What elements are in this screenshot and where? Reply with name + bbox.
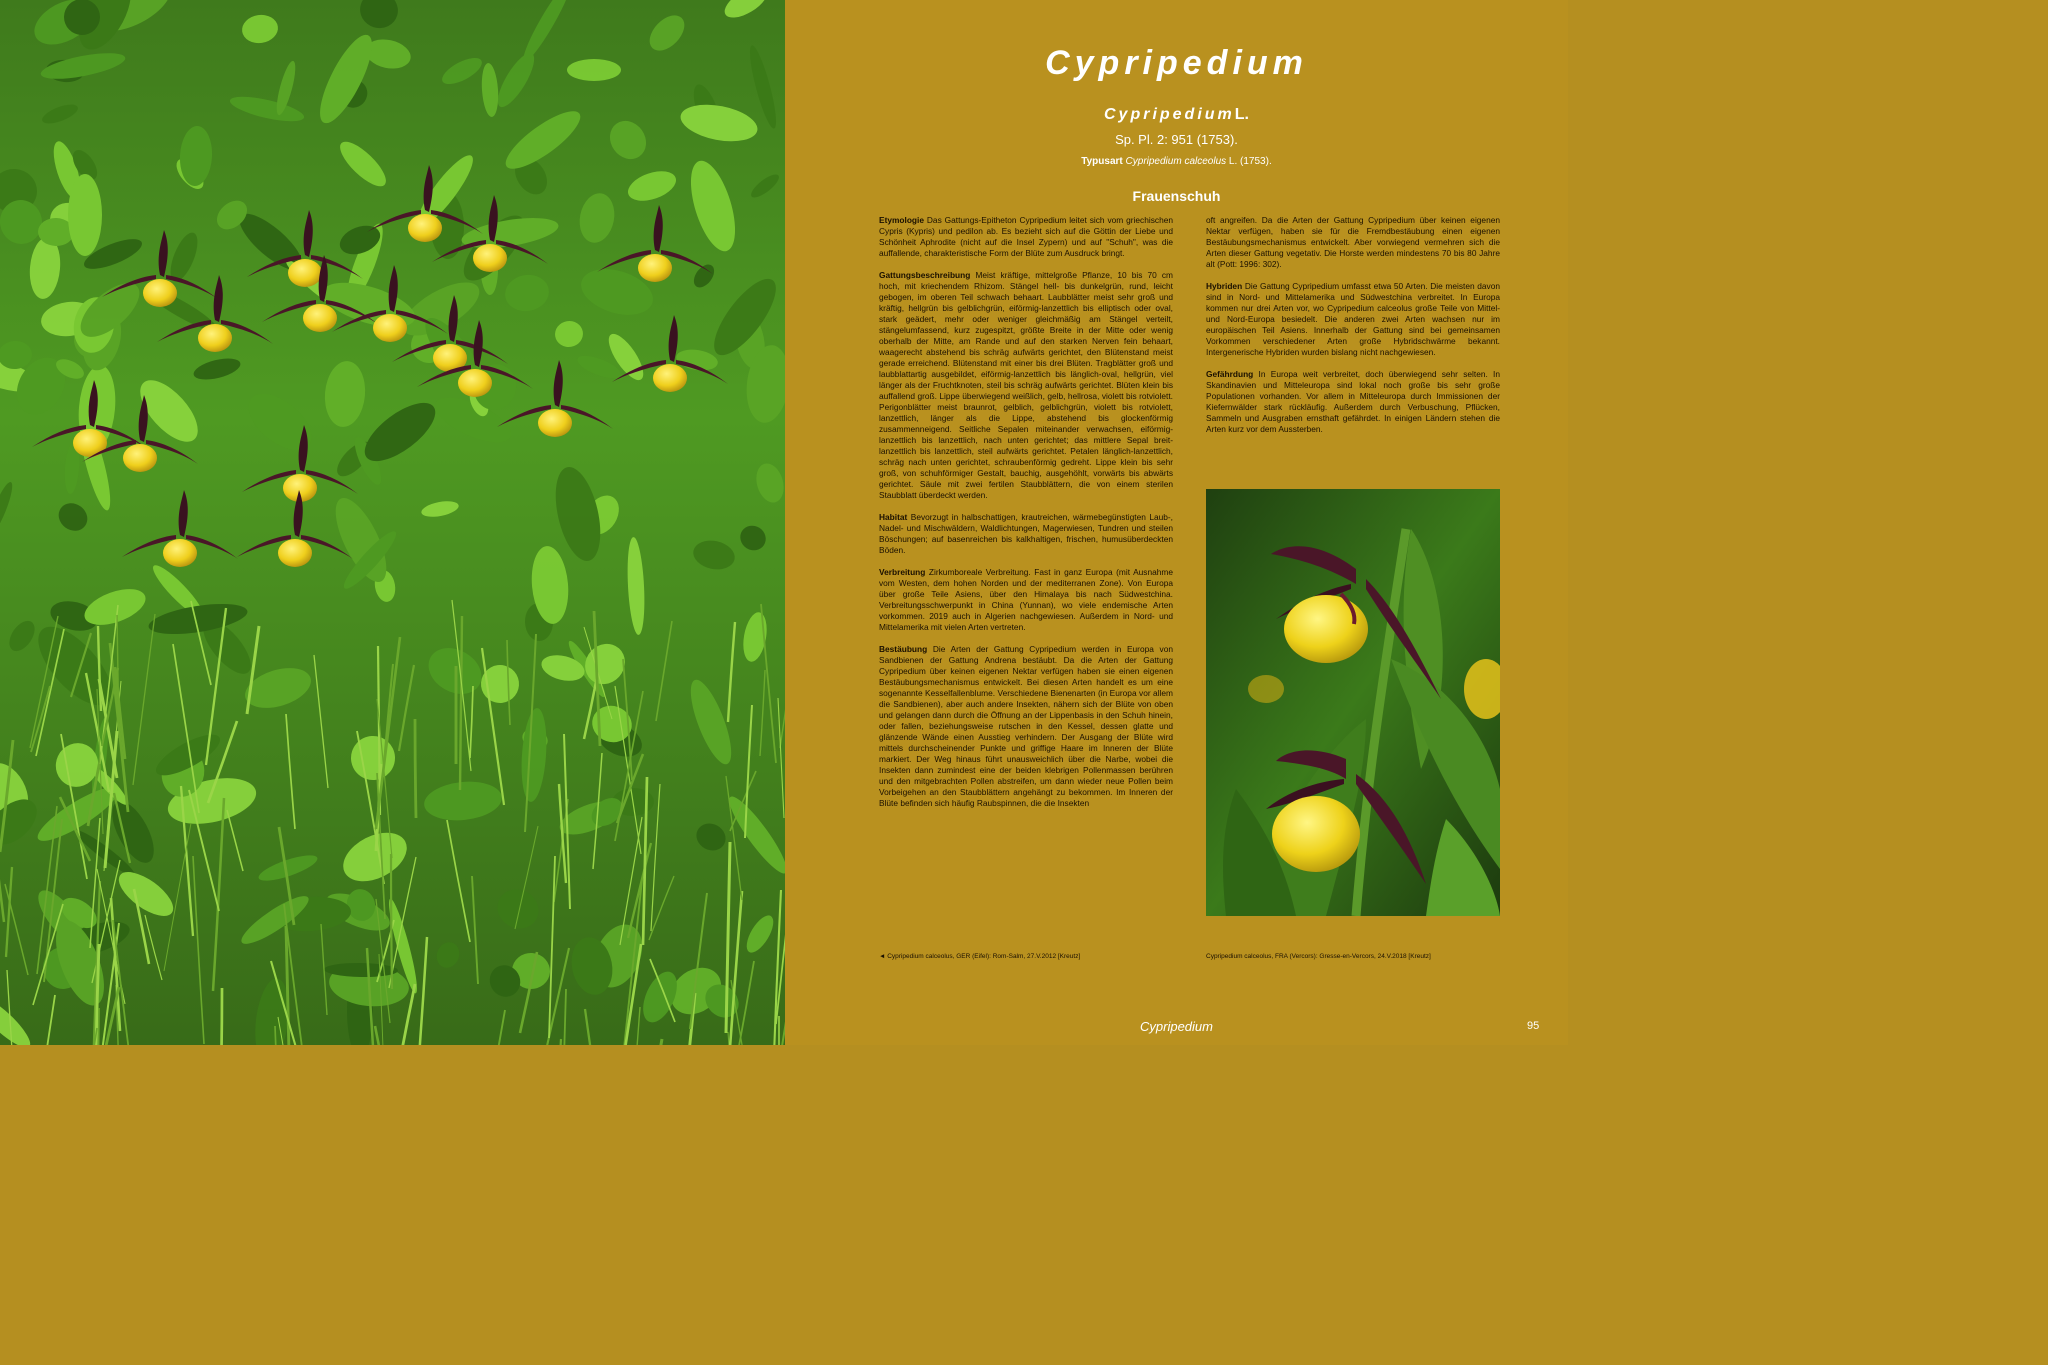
paragraph-bestaeubung xyxy=(879,644,1173,809)
grass-blade-shape xyxy=(98,1008,99,1045)
paragraph-hybriden xyxy=(1206,281,1500,358)
orchid-lip-shape xyxy=(1284,595,1368,663)
leaf-shape xyxy=(68,174,102,256)
grass-blade-shape xyxy=(221,988,222,1045)
paragraph-label: Verbreitung xyxy=(879,567,926,577)
orchid-meadow-illustration xyxy=(0,0,785,1045)
paragraph-text: Das Gattungs-Epitheton Cypripedium leitet sich vom griechischen Cypris (Kypris) und pedilon ab. Es bezieht sich auf die Göttin der Liebe und Schönheit Aphrodite (nicht auf die Insel Zypern) und auf "Schuh", was die auffallende, charakteristische Form der Blüte zum Ausdruck bringt. xyxy=(879,215,1173,258)
typus-rest: L. (1753). xyxy=(1228,156,1272,167)
type-species-line xyxy=(785,156,1568,167)
paragraph-gefaehrdung xyxy=(1206,369,1500,435)
paragraph-text: Bevorzugt in halbschattigen, krautreichen, wärmebegünstigten Laub-, Nadel- und Mischwäldern, Waldlichtungen, Magerwiesen, Tundren und steilen Böschungen; auf basenreichen bis kalkhaltigen, frischen, humusüberdeckten Böden. xyxy=(879,512,1173,555)
typus-label: Typusart xyxy=(1081,156,1123,167)
paragraph-habitat xyxy=(879,512,1173,556)
typus-species: Cypripedium calceolus xyxy=(1125,156,1227,167)
paragraph-label: Etymologie xyxy=(879,215,924,225)
paragraph-verbreitung xyxy=(879,567,1173,633)
paragraph-label: Hybriden xyxy=(1206,281,1243,291)
paragraph-text: Die Gattung Cypripedium umfasst etwa 50 Arten. Die meisten davon sind in Nord- und Mittelamerika und Südwestchina verbreitet. In Europa kommen nur drei Arten vor, wo Cypripedium calceolus große Teile von Mittel- und Nord-Europa besiedelt. Die anderen zwei Arten wachsen nur im europäischen Teil Asiens. Innerhalb der Gattung sind bei gemeinsamen Vorkommen verschiedener Arten große Hybridschwärme bekannt. Intergenerische Hybriden wurden bislang nicht nachgewiesen. xyxy=(1206,281,1500,357)
subtitle-genus: Cypripedium xyxy=(1103,106,1235,123)
leaf-shape xyxy=(567,59,621,81)
text-page xyxy=(785,0,1568,1045)
orchid-lip-shape xyxy=(1272,796,1360,872)
paragraph-etymologie xyxy=(879,215,1173,259)
orchid-closeup-illustration xyxy=(1206,489,1500,916)
genus-subtitle xyxy=(785,106,1568,124)
paragraph-label: Habitat xyxy=(879,512,908,522)
common-name-heading: Frauenschuh xyxy=(1132,188,1221,204)
paragraph-text: Die Arten der Gattung Cypripedium werden in Europa von Sandbienen der Gattung Andrena bestäubt. Da die Arten der Gattung Cypripedium über keinen eigenen Nektar verfügen haben sie einen eigenen Bestäubungsmechanismus entwickelt. Bei diesen Arten handelt es um eine sogenannte Kesselfallenblume. Verschiedene Bienenarten (in Europa vor allem die Sandbienen), aber auch andere Insekten, nähern sich der Blüte von oben und gelangen dann durch die Öffnung an der Lippenbasis in den Schuh hinein, oder fallen, beziehungsweise rutschen in den Kessel, dessen glatte und glänzende Wände einen Ausstieg verhindern. Der Ausgang der Blüte wird mittels durchscheinender Punkte und griffige Haare im Inneren der Blüte markiert. Der Weg hinaus führt unausweichlich über die Narbe, wobei die Insekten dann zumindest eine der beiden klebrigen Pollenmassen berühren und den mitgebrachten Pollen abstreifen, um dann wieder neue Pollen beim Vorbeigehen an den Staubblättern angehängt zu bekommen. Im Inneren der Blüte befinden sich häufig Raubspinnen, die die Insekten xyxy=(879,644,1173,808)
species-plantarum-reference: Sp. Pl. 2: 951 (1753). xyxy=(1115,132,1238,147)
paragraph-text: In Europa weit verbreitet, doch überwiegend sehr selten. In Skandinavien und Mitteleuropa sind lokal noch große bis sehr große Populationen vorhanden. Vor allem in Mitteleuropa durch Immissionen der Kiefernwälder stark rückläufig. Außerdem durch Verbuschung, Pflücken, Sammeln und Ausgraben ernsthaft gefährdet. In einigen Ländern stehen die Arten kurz vor dem Aussterben. xyxy=(1206,369,1500,434)
caption-right-photo: Cypripedium calceolus, FRA (Vercors): Gresse-en-Vercors, 24.V.2018 [Kreutz] xyxy=(1206,953,1431,960)
paragraph-text: Meist kräftige, mittelgroße Pflanze, 10 bis 70 cm hoch, mit kriechendem Rhizom. Stängel hell- bis dunkelgrün, rund, leicht gebogen, im oberen Teil schwach behaart. Laubblätter meist sehr groß und kräftig, hellgrün bis gelblichgrün, eiförmig-lanzettlich bis elliptisch oder oval, stark geädert, mehr oder weniger gleichmäßig am Stängel verteilt, stängelumfassend, kurz zugespitzt, größte Breite in der Mitte oder wenig oberhalb der Mitte, am Rande und auf den starken Nerven fein behaart, waagerecht abstehend bis schräg aufwärts gerichtet, den Blütenstand meist gerade erreichend. Blütenstand mit einer bis drei Blüten. Tragblätter groß und laubblattartig ausgebildet, eiförmig-lanzettlich bis länglich-oval, hellgrün, viel länger als der Fruchtknoten, steil bis schräg aufwärts gerichtet. Blüten klein bis auffallend groß. Lippe überwiegend weißlich, gelb, hellrosa, violett bis rotviolett. Perigonblätter meist braunrot, gelblich, gelblichgrün, violett bis rotviolett, lanzettlich, länger als die Lippe, abstehend bis glockenförmig zusammenneigend. Seitliche Sepalen miteinander verwachsen, eiförmig-lanzettlich bis lanzettlich, nach unten gerichtet; das mittlere Sepal breit-lanzettlich bis lanzettlich, steil aufwärts gerichtet. Petalen länglich-lanzettlich, schräg nach unten gerichtet, schraubenförmig gedreht. Lippe klein bis sehr groß, von schuhförmiger Gestalt, bauchig, ausgehöhlt, vorwärts bis abwärts gerichtet. Säule mit zwei fertilen Staubblättern, die von einem sterilen Staubblatt überdeckt werden. xyxy=(879,270,1173,500)
right-photo-orchid-closeup xyxy=(1206,489,1500,916)
running-footer-title: Cypripedium xyxy=(1140,1019,1213,1034)
paragraph-label: Gattungsbeschreibung xyxy=(879,270,971,280)
paragraph-label: Gefährdung xyxy=(1206,369,1254,379)
page-number: 95 xyxy=(1527,1020,1540,1032)
text-column-2 xyxy=(1206,215,1500,446)
subtitle-author: L. xyxy=(1234,106,1249,123)
caption-left-photo: ◄ Cypripedium calceolus, GER (Eifel): Rom-Salm, 27.V.2012 [Kreutz] xyxy=(879,953,1081,960)
paragraph-text: oft angreifen. Da die Arten der Gattung Cypripedium über keinen eigenen Nektar verfügen, haben sie für die Fremdbestäubung einen eigenen Bestäubungsmechanismus entwickelt. Aber vorwiegend vermehren sich die Arten dieser Gattung vegetativ. Die Horste werden mindestens 70 bis 80 Jahre alt (Pott: 1996: 302). xyxy=(1206,215,1500,269)
paragraph-continuation xyxy=(1206,215,1500,270)
paragraph-text: Zirkumboreale Verbreitung. Fast in ganz Europa (mit Ausnahme vom Westen, dem hohen Norden und der mediterranen Zone). Von Europa über große Teile Asiens, über den Himalaya bis nach Südwestchina. Verbreitungsschwerpunkt in China (Yunnan), wo viele endemische Arten vorkommen. 2019 auch in Algerien nachgewiesen. Außerdem in Nord- und Mittelamerika mit vielen Arten vertreten. xyxy=(879,567,1173,632)
orchid-lip-shape xyxy=(1248,675,1284,703)
grass-blade-shape xyxy=(391,854,392,989)
left-photo-orchid-meadow xyxy=(0,0,785,1045)
paragraph-label: Bestäubung xyxy=(879,644,928,654)
page-title: Cypripedium xyxy=(1045,44,1308,82)
paragraph-gattungsbeschreibung xyxy=(879,270,1173,501)
grass-blade-shape xyxy=(415,719,416,818)
text-column-1 xyxy=(879,215,1173,820)
